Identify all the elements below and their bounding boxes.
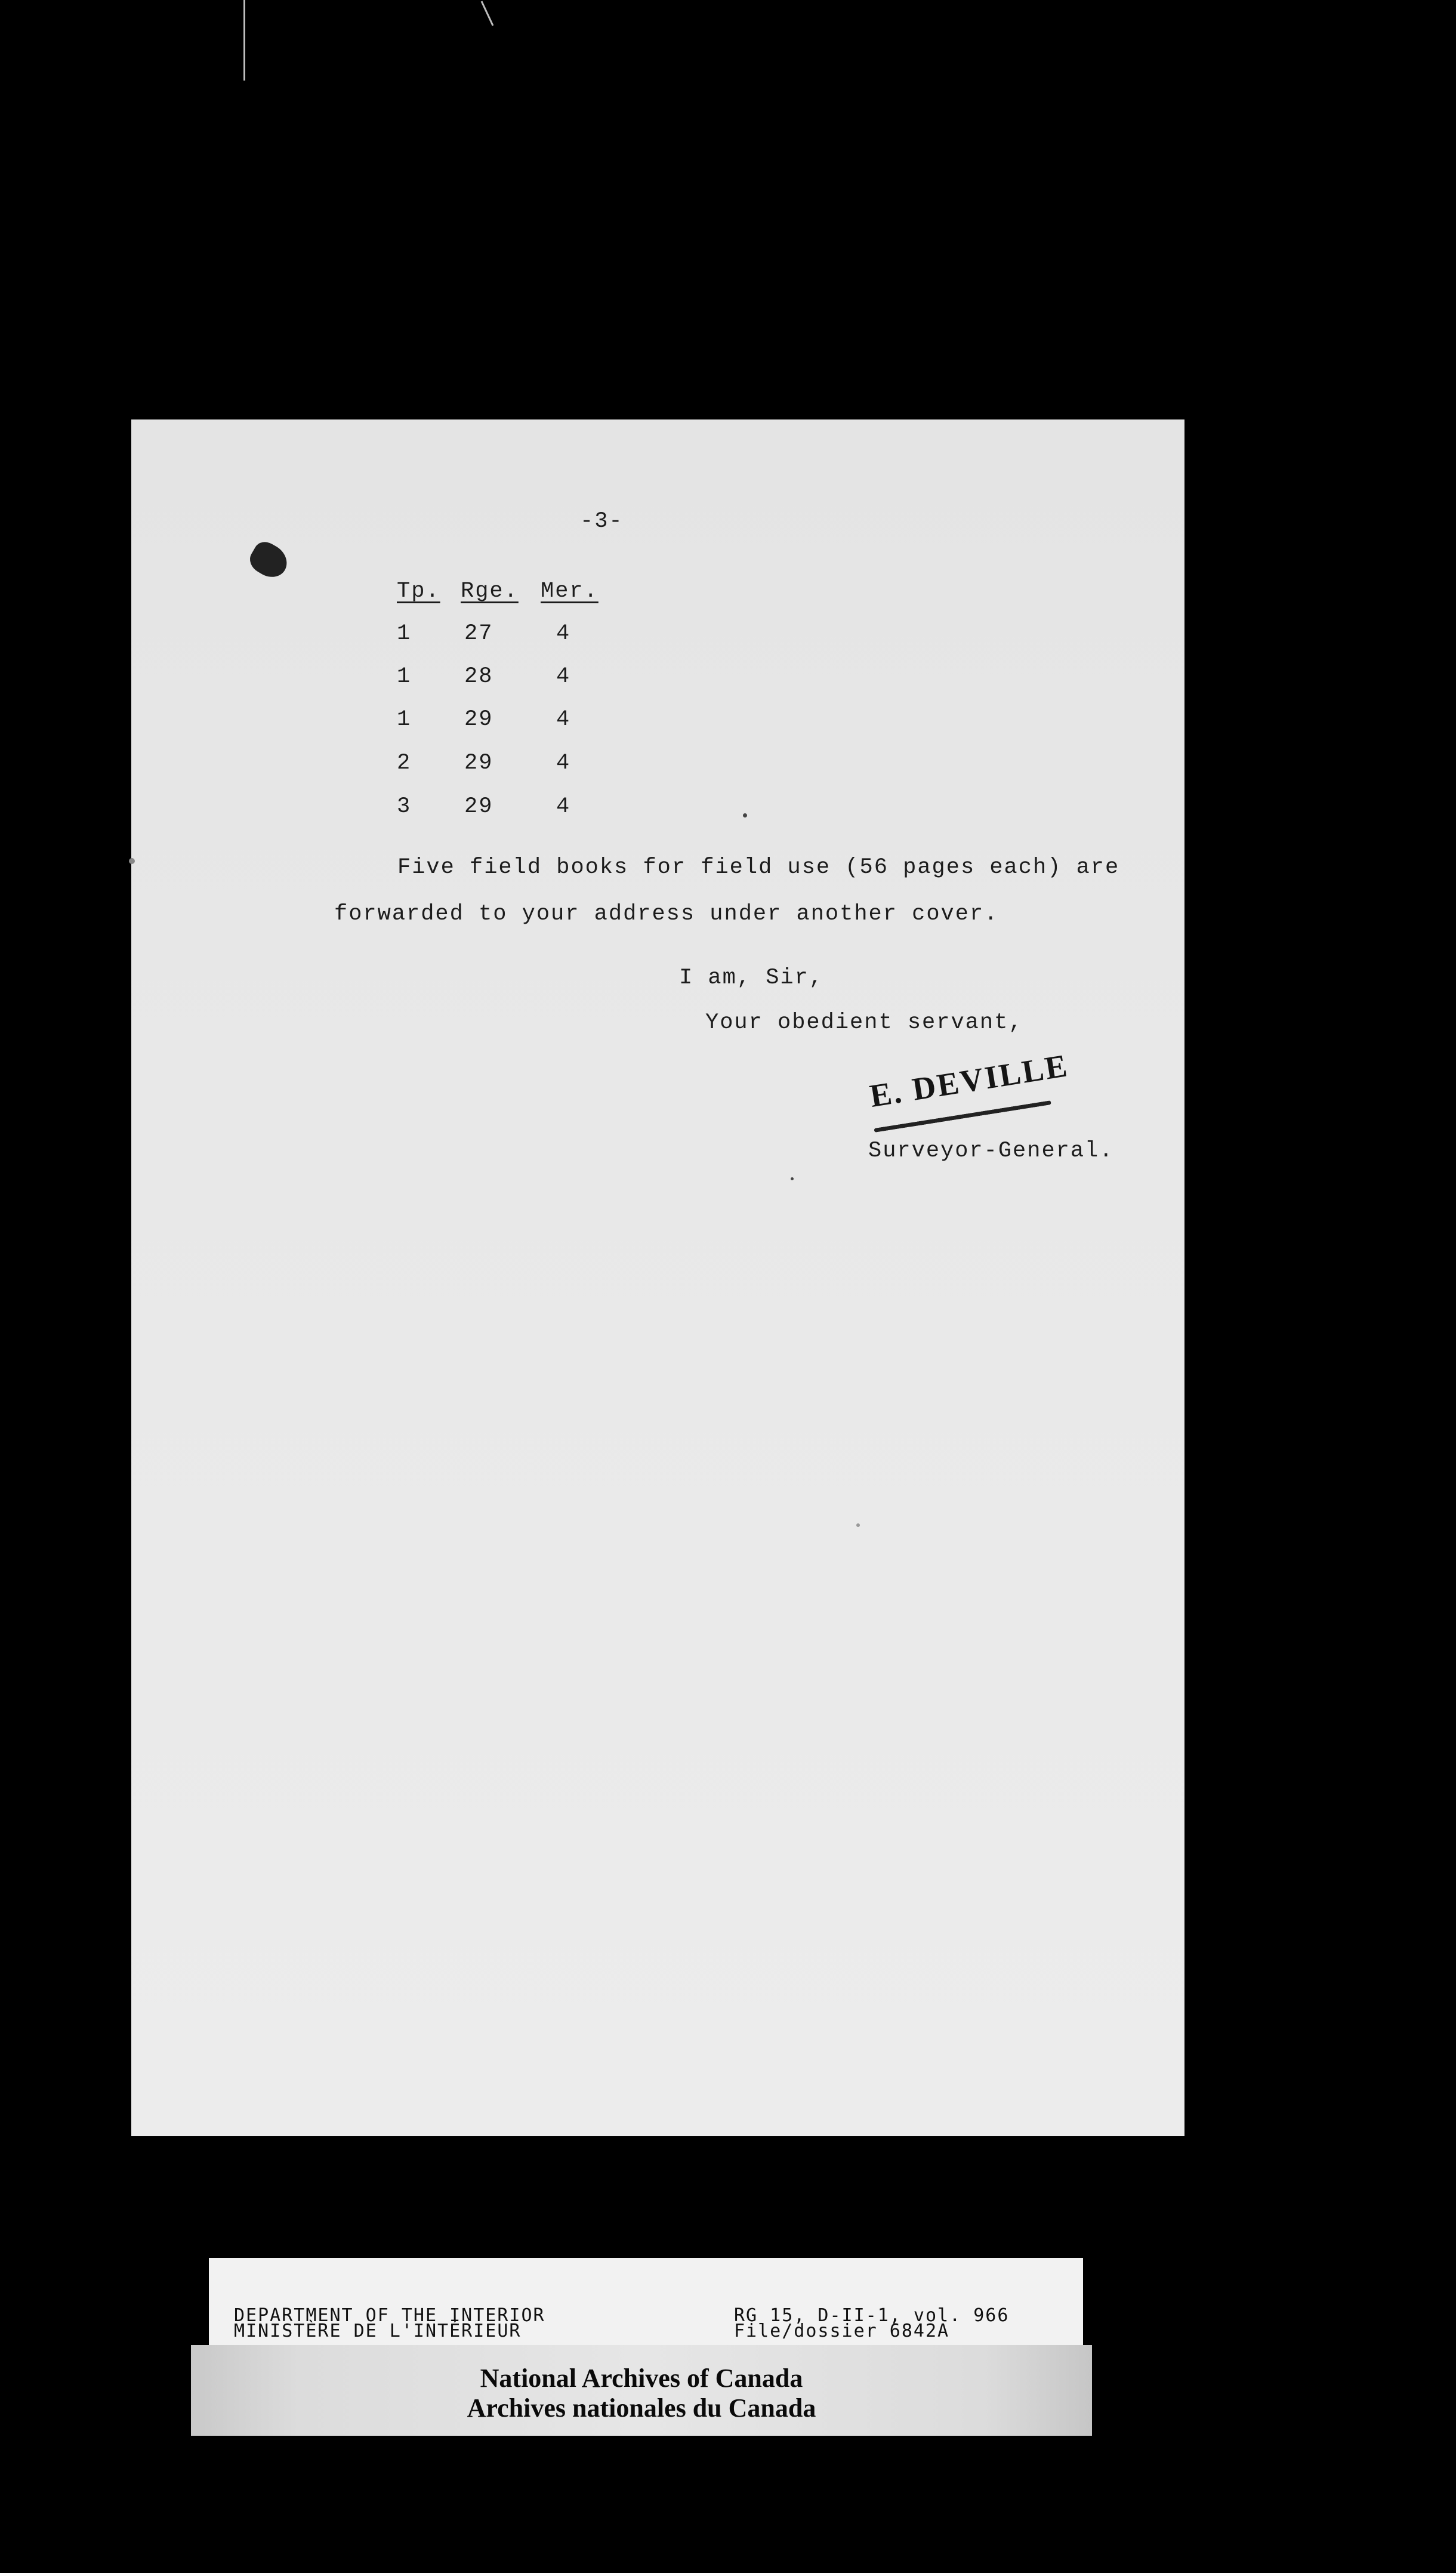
- table-header-range: Rge.: [461, 579, 519, 604]
- table-cell-meridian: 4: [556, 664, 571, 689]
- department-name-fr: MINISTÈRE DE L'INTÉRIEUR: [234, 2321, 522, 2341]
- stray-mark: [856, 1523, 860, 1527]
- department-name-en: DEPARTMENT OF THE INTERIOR: [234, 2305, 545, 2326]
- stray-mark: [791, 1177, 794, 1180]
- table-cell-range: 29: [464, 751, 493, 776]
- table-cell-range: 28: [464, 664, 493, 689]
- body-line-2: forwarded to your address under another cover.: [334, 902, 999, 927]
- film-scratch-mark: [243, 0, 245, 81]
- closing-salutation: I am, Sir,: [679, 965, 824, 991]
- archive-reference-label: [209, 2258, 1083, 2347]
- table-cell-township: 3: [397, 794, 412, 819]
- archives-name-fr: Archives nationales du Canada: [467, 2393, 816, 2423]
- table-cell-meridian: 4: [556, 794, 571, 819]
- closing-servant: Your obedient servant,: [705, 1010, 1023, 1035]
- table-cell-township: 1: [397, 707, 412, 732]
- table-cell-meridian: 4: [556, 751, 571, 776]
- ink-blot: [245, 538, 293, 583]
- stray-mark: [129, 858, 135, 864]
- archives-name-en: National Archives of Canada: [480, 2364, 803, 2393]
- body-line-1: Five field books for field use (56 pages each) are: [397, 855, 1120, 880]
- table-header-meridian: Mer.: [541, 579, 599, 604]
- table-cell-township: 1: [397, 664, 412, 689]
- table-cell-range: 27: [464, 621, 493, 646]
- file-dossier-reference: File/dossier 6842A: [734, 2321, 950, 2341]
- film-scratch-mark: [481, 1, 494, 26]
- document-page: [131, 419, 1184, 2136]
- signatory-title: Surveyor-General.: [868, 1139, 1114, 1164]
- record-group-reference: RG 15, D-II-1, vol. 966: [734, 2305, 1010, 2326]
- table-cell-meridian: 4: [556, 621, 571, 646]
- table-header-township: Tp.: [397, 579, 440, 604]
- page-number: -3-: [580, 509, 624, 534]
- stray-mark: [743, 813, 747, 817]
- table-cell-township: 1: [397, 621, 412, 646]
- table-cell-township: 2: [397, 751, 412, 776]
- table-cell-range: 29: [464, 794, 493, 819]
- table-cell-meridian: 4: [556, 707, 571, 732]
- table-cell-range: 29: [464, 707, 493, 732]
- national-archives-banner: [191, 2345, 1092, 2436]
- signature-stamp: E. DEVILLE: [867, 1047, 1071, 1115]
